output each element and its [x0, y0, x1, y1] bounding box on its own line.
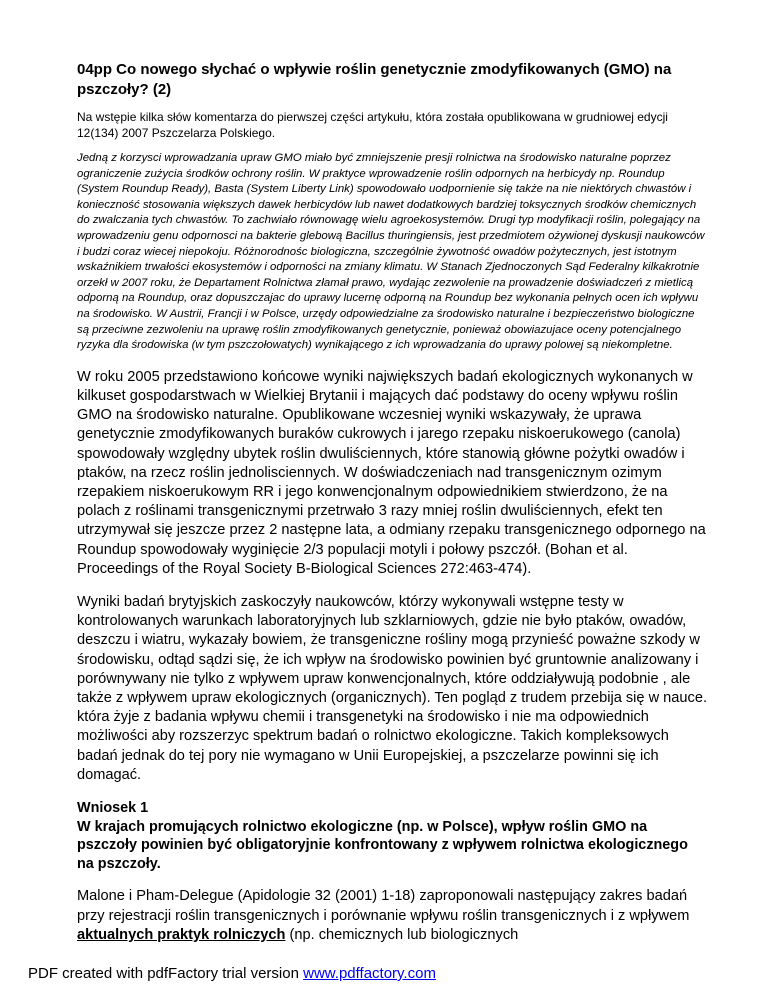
italic-paragraph: Jedną z korzysci wprowadzania upraw GMO miało być zmniejszenie presji rolnictwa na środowisko naturalne poprzez ograniczenie zużycia środków ochrony roślin. W praktyce wprowadzenie roślin odpornych na herbicydy np. Roundup (System Roundup Ready), Basta (System Liberty Link) spowodowało uodpornienie się także na nie niektórych chwastów i konieczność stosowania większych dawek herbicydów lub nawet dodatkowych bardziej toksycznych środków chemicznych do zwalczania tych chwastów. To zachwiało równowagę wielu agroekosystemów. Drugi typ modyfikacji roślin, polegający na wprowadzeniu genu odpornosci na bakterie glebową Bacillus thuringiensis, jest przedmiotem ożywionej dyskusji naukowców i budzi coraz wiecej niepokoju. Różnorodnośc biologiczna, szczególnie żywotność owadów pożytecznych, jest istotnym wskaźnikiem trwałości ekosystemów i odporności na zmiany klimatu. W Stanach Zjednoczonych Sąd Federalny kilkakrotnie orzekł w 2007 roku, że Departament Rolnictwa złamał prawo, wydając zezwolenie na prowadzenie doświadczeń z mietlicą odporną na Roundup, oraz dopuszczajac do uprawy lucernę odporną na Roundup bez wykonania pełnych ocen ich wpływu na środowisko. W Austrii, Francji i w Polsce, urzędy odpowiedzialne za środowisko naturalne i bezpieczeństwo biologiczne są przeciwne zezwoleniu na uprawę roślin zmodyfikowanych genetycznie, ponieważ obowiazujace oceny potencjalnego ryzyka dla środowiska (w tym pszczołowatych) wynikającego z ich wprowadzania do uprawy polowej są niekompletne. [77, 152, 705, 352]
document-title: 04pp Co nowego słychać o wpływie roślin genetycznie zmodyfikowanych (GMO) na pszczoły? (2) [77, 61, 672, 98]
paragraph-3-underlined: aktualnych praktyk rolniczych [77, 926, 286, 943]
pdf-footer [28, 965, 436, 983]
paragraph-3-start: Malone i Pham-Delegue (Apidologie 32 (2001) 1-18) zaproponowali następujący zakres badań przy rejestracji roślin transgenicznych i porównanie wpływu roślin transgenicznych i z wpływem [77, 888, 690, 924]
wniosek-block [77, 799, 707, 873]
footer-text: PDF created with pdfFactory trial version [28, 965, 304, 982]
paragraph-3-end: (np. chemicznych lub biologicznych [285, 926, 519, 943]
document-page [77, 60, 707, 959]
intro-paragraph: Na wstępie kilka słów komentarza do pierwszej części artykułu, która została opublikowana w grudniowej edycji 12(134) 2007 Pszczelarza Polskiego. [77, 110, 668, 140]
body-paragraph-3 [77, 887, 707, 945]
footer-link[interactable]: www.pdffactory.com [303, 965, 436, 982]
body-paragraph-2: Wyniki badań brytyjskich zaskoczyły naukowców, którzy wykonywali wstępne testy w kontrolowanych warunkach laboratoryjnych lub szklarniowych, gdzie nie było ptaków, owadów, deszczu i wiatru, wykazały bowiem, że transgeniczne rośliny mogą przynieść poważne szkody w środowisku, odtąd sądzi się, że ich wpływ na środowisko powinien być gruntownie analizowany i porównywany nie tylko z wpływem upraw konwencjonalnych, które oddziaływują podobnie , ale także z wpływem upraw ekologicznych (organicznych). Ten pogląd z trudem przebija się w nauce. która żyje z badania wpływu chemii i transgenetyki na środowisko i nie ma odpowiednich możliwości aby rozszerzyc spektrum badań o rolnictwo ekologiczne. Takich kompleksowych badań jednak do tej pory nie wymagano w Unii Europejskiej, a pszczelarze powinni się ich domagać. [77, 593, 707, 783]
body-paragraph-1: W roku 2005 przedstawiono końcowe wyniki największych badań ekologicznych wykonanych w kilkuset gospodarstwach w Wielkiej Brytanii i mających dać podstawy do oceny wpływu roślin GMO na środowisko naturalne. Opublikowane wczesniej wyniki wskazywały, że uprawa genetycznie zmodyfikowanych buraków cukrowych i jarego rzepaku niskoerukowego (canola) spowodowały względny ubytek roślin dwuliściennych, które stanowią główne pożytki owadów i ptaków, na rzecz roślin jednolisciennych. W doświadczeniach nad transgenicznym ozimym rzepakiem niskoerukowym RR i jego konwencjonalnym odpowiednikiem stwierdzono, że na polach z roślinami transgenicznymi przetrwało 3 razy mniej roślin dwuliściennych, efekt ten utrzymywał się jeszcze przez 2 następne lata, a odmiany rzepaku transgenicznego odpornego na Roundup spowodowały wyginięcie 2/3 populacji motyli i połowy pszczół. (Bohan et al. Proceedings of the Royal Society B-Biological Sciences 272:463-474). [77, 368, 706, 577]
wniosek-title: Wniosek 1 [77, 799, 149, 816]
wniosek-text: W krajach promujących rolnictwo ekologiczne (np. w Polsce), wpływ roślin GMO na pszczoły powinien być obligatoryjnie konfrontowany z wpływem rolnictwa ekologicznego na pszczoły. [77, 818, 688, 872]
